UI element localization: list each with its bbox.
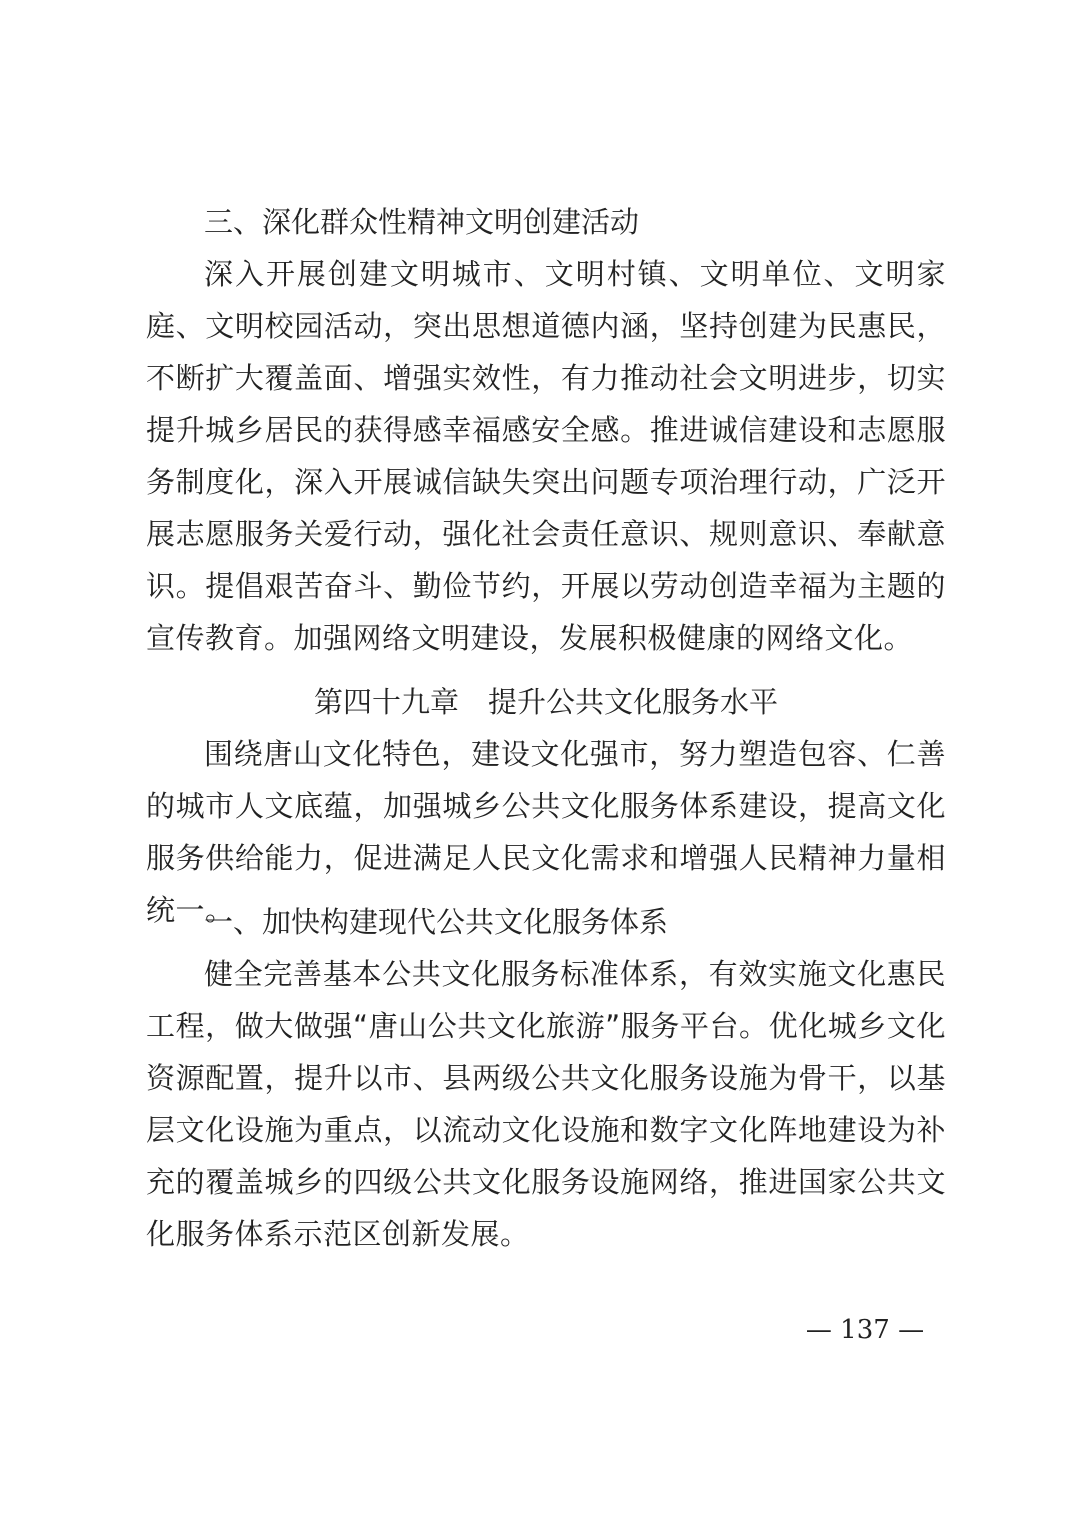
- section-3-paragraph: 深入开展创建文明城市、文明村镇、文明单位、文明家庭、文明校园活动，突出思想道德内涵，坚持创建为民惠民，不断扩大覆盖面、增强实效性，有力推动社会文明进步，切实提升城乡居民的获得感幸福感安全感。推进诚信建设和志愿服务制度化，深入开展诚信缺失突出问题专项治理行动，广泛开展志愿服务关爱行动，强化社会责任意识、规则意识、奉献意识。提倡艰苦奋斗、勤俭节约，开展以劳动创造幸福为主题的宣传教育。加强网络文明建设，发展积极健康的网络文化。: [146, 257, 946, 655]
- section-1-heading: 一、加快构建现代公共文化服务体系: [204, 905, 669, 939]
- chapter-intro-paragraph: 围绕唐山文化特色，建设文化强市，努力塑造包容、仁善的城市人文底蕴，加强城乡公共文化服务体系建设，提高文化服务供给能力，促进满足人民文化需求和增强人民精神力量相统一。: [146, 737, 946, 927]
- page-number: — 137 —: [805, 1315, 925, 1345]
- section-3-heading: 三、深化群众性精神文明创建活动: [204, 205, 640, 239]
- chapter-title: 第四十九章 提升公共文化服务水平: [313, 685, 778, 719]
- section-1-paragraph: 健全完善基本公共文化服务标准体系，有效实施文化惠民工程，做大做强“唐山公共文化旅游”服务平台。优化城乡文化资源配置，提升以市、县两级公共文化服务设施为骨干，以基层文化设施为重点，以流动文化设施和数字文化阵地建设为补充的覆盖城乡的四级公共文化服务设施网络，推进国家公共文化服务体系示范区创新发展。: [146, 957, 946, 1251]
